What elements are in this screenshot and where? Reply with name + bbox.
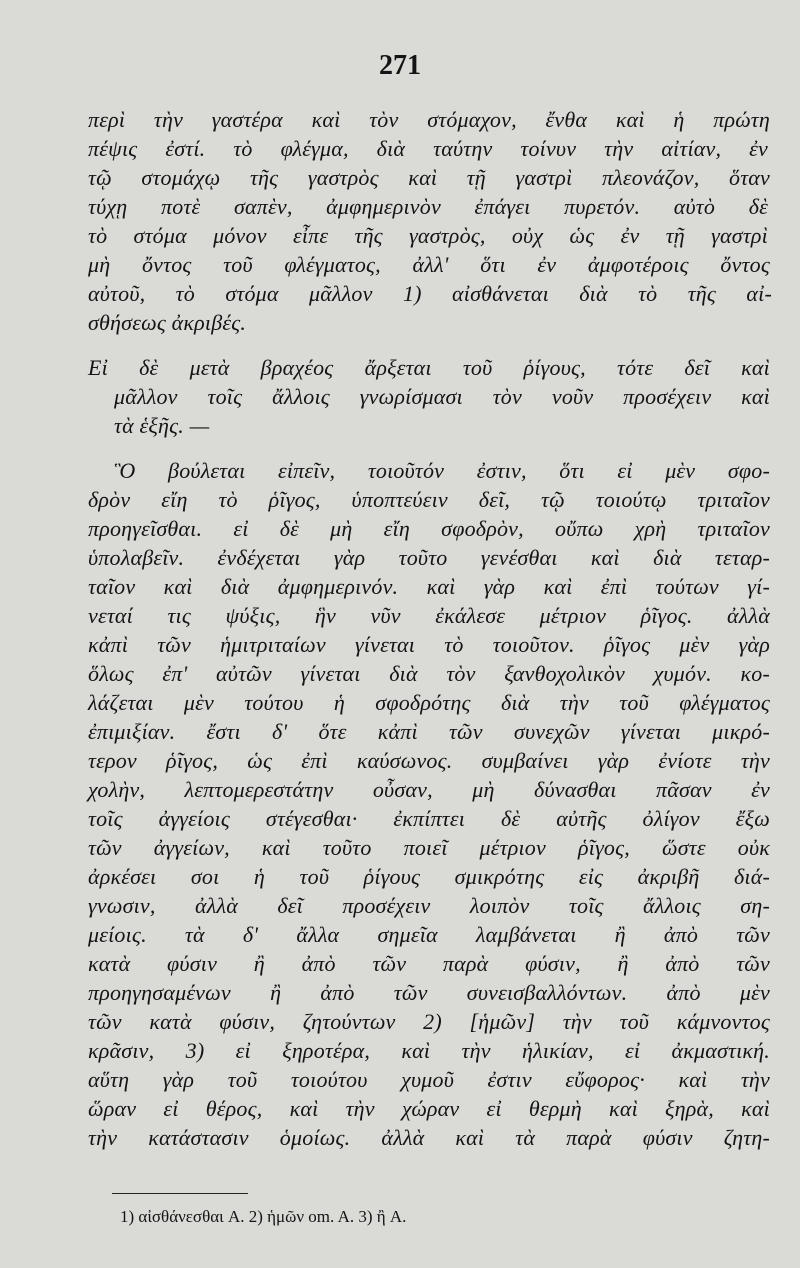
- text-line: περὶ τὴν γαστέρα καὶ τὸν στόμαχον, ἔνθα καὶ ἡ πρώτη: [88, 107, 770, 132]
- footnote: 1) αἰσθάνεσθαι A. 2) ἡμῶν om. A. 3) ἢ A.: [120, 1207, 407, 1226]
- text-line: τῶν κατὰ φύσιν, ζητούντων 2) [ἡμῶν] τὴν τοῦ κάμνοντος: [88, 1009, 770, 1034]
- text-line: ὅλως ἐπ' αὐτῶν γίνεται διὰ τὸν ξανθοχολικὸν χυμόν. κο-: [88, 661, 770, 686]
- text-line: μὴ ὄντος τοῦ φλέγματος, ἀλλ' ὅτι ἐν ἀμφοτέροις ὄντος: [88, 252, 770, 277]
- text-line: ἀρκέσει σοι ἡ τοῦ ῥίγους σμικρότης εἰς ἀκριβῆ διά-: [88, 864, 770, 889]
- text-line: τὴν κατάστασιν ὁμοίως. ἀλλὰ καὶ τὰ παρὰ φύσιν ζητη-: [88, 1125, 770, 1150]
- text-line: νεταί τις ψύξις, ἣν νῦν ἐκάλεσε μέτριον ῥῖγος. ἀλλὰ: [88, 603, 770, 628]
- text-line: σθήσεως ἀκριβές.: [88, 310, 247, 335]
- text-line: λάζεται μὲν τούτου ἡ σφοδρότης διὰ τὴν τοῦ φλέγματος: [88, 690, 770, 715]
- text-line: τοῖς ἀγγείοις στέγεσθαι· ἐκπίπτει δὲ αὐτῆς ὀλίγον ἔξω: [88, 806, 770, 831]
- text-line: δρὸν εἴη τὸ ῥῖγος, ὑποπτεύειν δεῖ, τῷ τοιούτῳ τριταῖον: [88, 487, 770, 512]
- text-line: κἀπὶ τῶν ἡμιτριταίων γίνεται τὸ τοιοῦτον. ῥῖγος μὲν γὰρ: [88, 632, 770, 657]
- text-line: τὰ ἑξῆς. —: [114, 413, 210, 438]
- page-number: 271: [379, 50, 421, 81]
- text-line: τῷ στομάχῳ τῆς γαστρὸς καὶ τῇ γαστρὶ πλεονάζον, ὅταν: [88, 165, 770, 190]
- text-line: τῶν ἀγγείων, καὶ τοῦτο ποιεῖ μέτριον ῥῖγος, ὥστε οὐκ: [88, 835, 770, 860]
- text-line: τύχῃ ποτὲ σαπὲν, ἀμφημερινὸν ἐπάγει πυρετόν. αὐτὸ δὲ: [88, 194, 768, 219]
- text-line: τὸ στόμα μόνον εἶπε τῆς γαστρὸς, οὐχ ὡς ἐν τῇ γαστρὶ: [88, 223, 768, 248]
- text-line: μᾶλλον τοῖς ἄλλοις γνωρίσμασι τὸν νοῦν προσέχειν καὶ: [114, 384, 770, 409]
- text-line: ἐπιμιξίαν. ἔστι δ' ὅτε κἀπὶ τῶν συνεχῶν γίνεται μικρό-: [88, 719, 770, 744]
- text-line: κρᾶσιν, 3) εἰ ξηροτέρα, καὶ τὴν ἡλικίαν, εἰ ἀκμαστική.: [88, 1038, 770, 1063]
- text-line: προηγησαμένων ἢ ἀπὸ τῶν συνεισβαλλόντων. ἀπὸ μὲν: [88, 980, 770, 1005]
- text-line: πέψις ἐστί. τὸ φλέγμα, διὰ ταύτην τοίνυν τὴν αἰτίαν, ἐν: [88, 136, 768, 161]
- text-line: μείοις. τὰ δ' ἄλλα σημεῖα λαμβάνεται ἢ ἀπὸ τῶν: [88, 922, 770, 947]
- text-line: ὥραν εἰ θέρος, καὶ τὴν χώραν εἰ θερμὴ καὶ ξηρὰ, καὶ: [88, 1096, 770, 1121]
- footnote-rule: [112, 1193, 248, 1194]
- text-line: χολὴν, λεπτομερεστάτην οὖσαν, μὴ δύνασθαι πᾶσαν ἐν: [88, 777, 770, 802]
- text-line: κατὰ φύσιν ἢ ἀπὸ τῶν παρὰ φύσιν, ἢ ἀπὸ τῶν: [88, 951, 770, 976]
- text-line: τερον ῥῖγος, ὡς ἐπὶ καύσωνος. συμβαίνει γὰρ ἐνίοτε τὴν: [88, 748, 770, 773]
- text-line: γνωσιν, ἀλλὰ δεῖ προσέχειν λοιπὸν τοῖς ἄλλοις ση-: [88, 893, 770, 918]
- text-line: ὑπολαβεῖν. ἐνδέχεται γὰρ τοῦτο γενέσθαι καὶ διὰ τεταρ-: [88, 545, 770, 570]
- text-line: αὐτοῦ, τὸ στόμα μᾶλλον 1) αἰσθάνεται διὰ τὸ τῆς αἰ-: [88, 281, 772, 306]
- text-line: ταῖον καὶ διὰ ἀμφημερινόν. καὶ γὰρ καὶ ἐπὶ τούτων γί-: [88, 574, 770, 599]
- text-line: αὕτη γὰρ τοῦ τοιούτου χυμοῦ ἐστιν εὔφορος· καὶ τὴν: [88, 1067, 770, 1092]
- text-line: Εἰ δὲ μετὰ βραχέος ἄρξεται τοῦ ῥίγους, τότε δεῖ καὶ: [88, 355, 770, 380]
- text-line: προηγεῖσθαι. εἰ δὲ μὴ εἴη σφοδρὸν, οὔπω χρὴ τριταῖον: [88, 516, 770, 541]
- text-line: Ὃ βούλεται εἰπεῖν, τοιοῦτόν ἐστιν, ὅτι εἰ μὲν σφο-: [114, 458, 770, 483]
